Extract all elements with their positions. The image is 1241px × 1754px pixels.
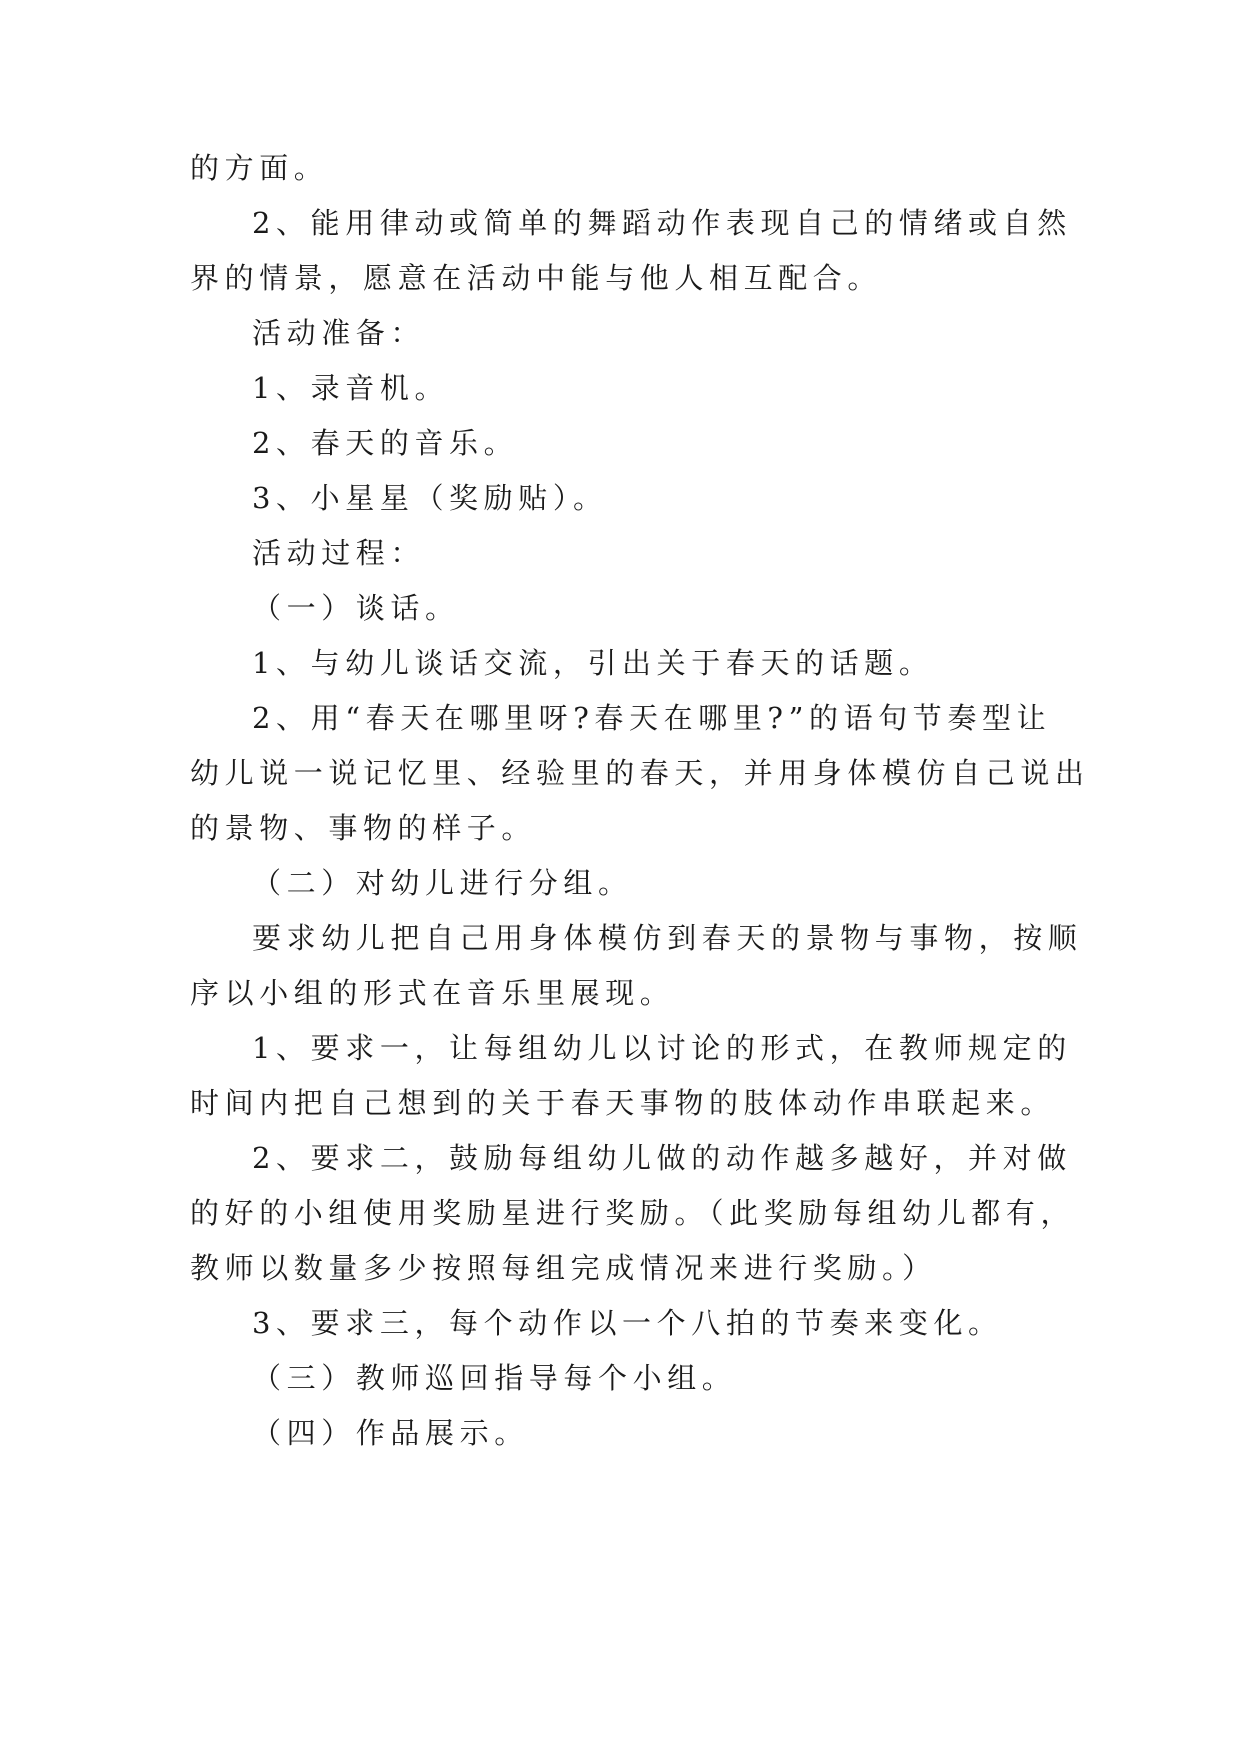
requirement-2-line-1: 2、要求二，鼓励每组幼儿做的动作越多越好，并对做 <box>252 1141 1072 1175</box>
objective-2-line-2: 界的情景，愿意在活动中能与他人相互配合。 <box>190 261 883 295</box>
section-1-item-2-line-2: 幼儿说一说记忆里、经验里的春天，并用身体模仿自己说出 <box>190 756 1090 790</box>
requirement-2-line-2: 的好的小组使用奖励星进行奖励。（此奖励每组幼儿都有， <box>190 1196 1076 1230</box>
requirement-1-line-2: 时间内把自己想到的关于春天事物的肢体动作串联起来。 <box>190 1086 1056 1120</box>
prep-item-3: 3、小星星（奖励贴）。 <box>252 481 608 515</box>
section-2-intro-line-2: 序以小组的形式在音乐里展现。 <box>190 976 675 1010</box>
text-line-continuation: 的方面。 <box>190 151 329 185</box>
section-1-item-2-line-1: 2、用“春天在哪里呀?春天在哪里?”的语句节奏型让 <box>252 701 1052 735</box>
section-2-heading: （二）对幼儿进行分组。 <box>252 866 633 900</box>
section-4-heading: （四）作品展示。 <box>252 1416 529 1450</box>
prep-item-2: 2、春天的音乐。 <box>252 426 519 460</box>
section-3-heading: （三）教师巡回指导每个小组。 <box>252 1361 737 1395</box>
section-1-item-2-line-3: 的景物、事物的样子。 <box>190 811 537 845</box>
objective-2-line-1: 2、能用律动或简单的舞蹈动作表现自己的情绪或自然 <box>252 206 1072 240</box>
requirement-3: 3、要求三，每个动作以一个八拍的节奏来变化。 <box>252 1306 1003 1340</box>
prep-item-1: 1、录音机。 <box>252 371 450 405</box>
heading-activity-process: 活动过程： <box>252 536 426 570</box>
section-1-item-1: 1、与幼儿谈话交流，引出关于春天的话题。 <box>252 646 934 680</box>
heading-activity-preparation: 活动准备： <box>252 316 426 350</box>
requirement-1-line-1: 1、要求一，让每组幼儿以讨论的形式，在教师规定的 <box>252 1031 1072 1065</box>
section-1-heading: （一）谈话。 <box>252 591 460 625</box>
section-2-intro-line-1: 要求幼儿把自己用身体模仿到春天的景物与事物，按顺 <box>252 921 1083 955</box>
requirement-2-line-3: 教师以数量多少按照每组完成情况来进行奖励。） <box>190 1251 937 1285</box>
